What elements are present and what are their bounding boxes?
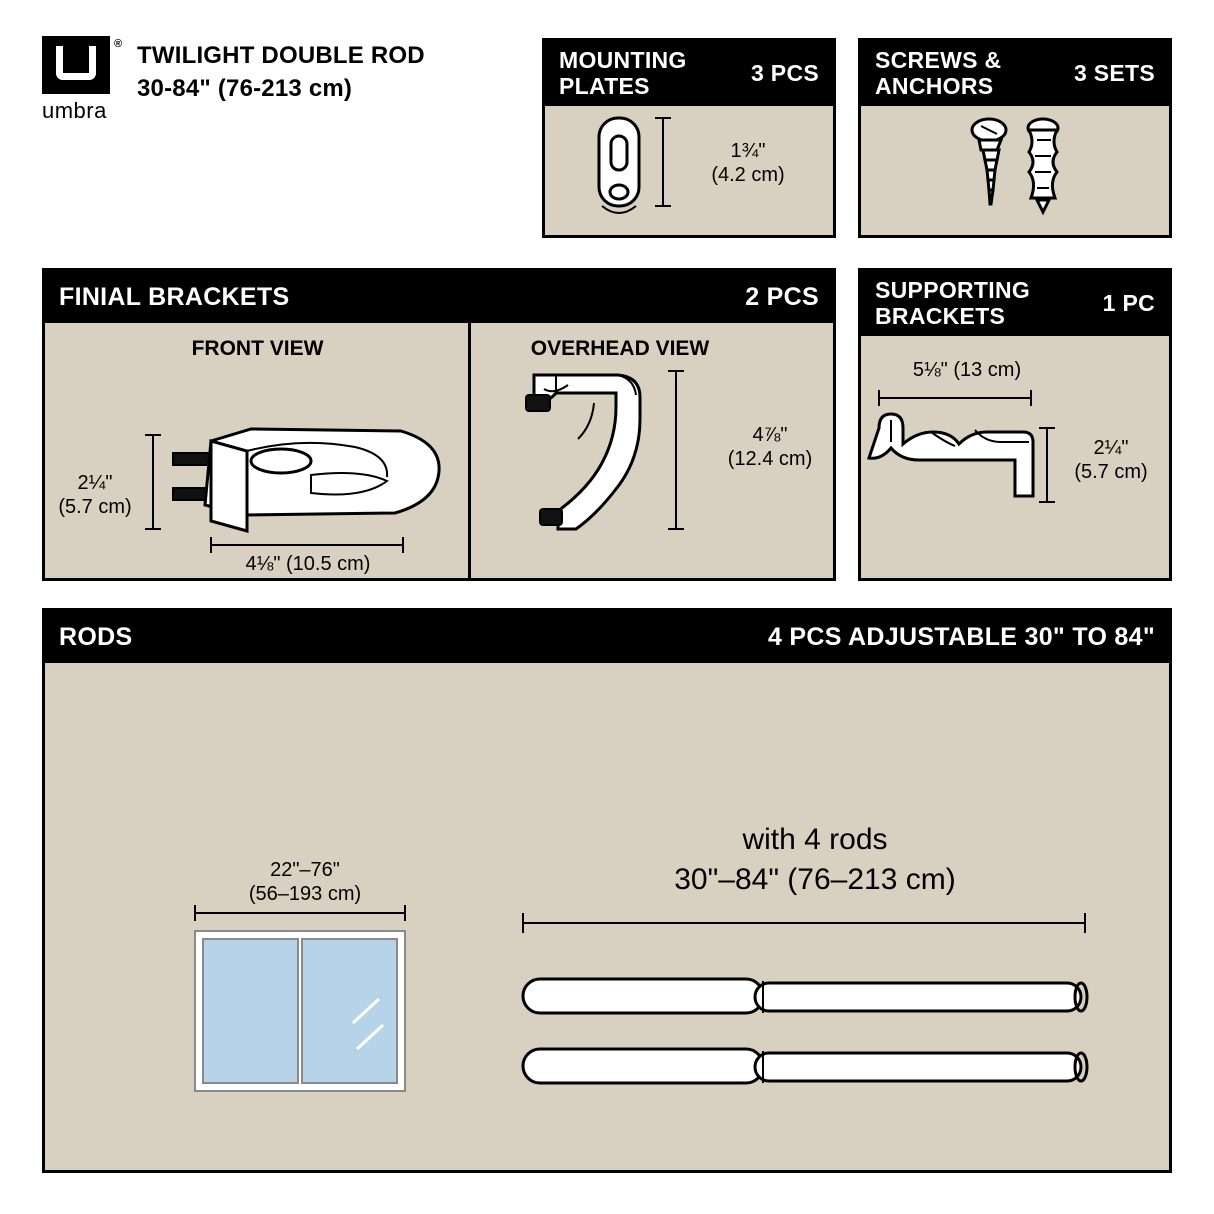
panel-body-screws-anchors <box>861 106 1169 235</box>
mounting-plates-title-line1: MOUNTING <box>559 46 687 73</box>
panel-header-mounting-plates <box>545 41 833 106</box>
screws-title-line1: SCREWS & <box>875 46 1002 73</box>
panel-header-screws-anchors <box>861 41 1169 106</box>
overhead-view-depth-dimension: 4⅞" (12.4 cm) <box>727 424 813 471</box>
rod-spec-line1: with 4 rods <box>742 823 888 856</box>
telescoping-rod-icon <box>485 903 1125 1183</box>
front-view-label: FRONT VIEW <box>191 337 324 360</box>
supporting-brackets-count: 1 PC <box>1102 289 1155 316</box>
panel-body-supporting-brackets <box>861 336 1169 578</box>
panel-body-finial-brackets <box>45 323 833 578</box>
mounting-plates-dimension: 1¾" (4.2 cm) <box>711 140 785 187</box>
panel-screws-anchors <box>858 38 1172 238</box>
mounting-plates-title-line2: PLATES <box>559 72 650 99</box>
page-subtitle: 30-84" (76-213 cm) <box>137 75 353 102</box>
panel-mounting-plates <box>542 38 836 238</box>
registered-mark: ® <box>114 38 123 50</box>
window-width-dimension: 22"–76" (56–193 cm) <box>248 859 362 906</box>
umbra-wordmark: umbra <box>42 98 107 123</box>
rod-spec-line2: 30"–84" (76–213 cm) <box>674 863 956 896</box>
supporting-brackets-title-line1: SUPPORTING <box>875 276 1031 303</box>
panel-finial-brackets <box>42 268 836 581</box>
panel-header-finial-brackets <box>45 271 833 323</box>
wall-anchor-icon <box>1028 119 1058 212</box>
finial-bracket-front-icon <box>45 323 468 578</box>
mounting-plates-count: 3 PCS <box>751 59 819 86</box>
panel-header-supporting-brackets <box>861 271 1169 336</box>
finial-brackets-title: FINIAL BRACKETS <box>59 283 290 311</box>
screw-icon <box>972 119 1006 204</box>
panel-body-mounting-plates <box>545 106 833 235</box>
front-view-height-dimension: 2¼" (5.7 cm) <box>58 472 132 519</box>
page-title: TWILIGHT DOUBLE ROD <box>137 42 425 69</box>
screws-title-line2: ANCHORS <box>875 72 994 99</box>
panel-body-rods <box>45 663 1169 1170</box>
rods-title: RODS <box>59 623 133 651</box>
panel-header-rods <box>45 611 1169 663</box>
finial-brackets-count: 2 PCS <box>745 283 819 311</box>
supporting-brackets-title-line2: BRACKETS <box>875 302 1006 329</box>
overhead-view-label: OVERHEAD VIEW <box>530 337 710 360</box>
supporting-bracket-width-dimension: 5⅛" (13 cm) <box>912 359 1022 381</box>
panel-rods <box>42 608 1172 1173</box>
panel-supporting-brackets <box>858 268 1172 581</box>
rods-count: 4 PCS ADJUSTABLE 30" TO 84" <box>767 623 1155 651</box>
supporting-bracket-height-dimension: 2¼" (5.7 cm) <box>1074 437 1148 484</box>
screws-anchors-count: 3 SETS <box>1073 59 1155 86</box>
front-view-width-dimension: 4⅛" (10.5 cm) <box>245 553 371 575</box>
brand-block <box>42 36 502 126</box>
umbra-u-logo-icon <box>42 36 110 94</box>
window-icon <box>125 663 465 1123</box>
